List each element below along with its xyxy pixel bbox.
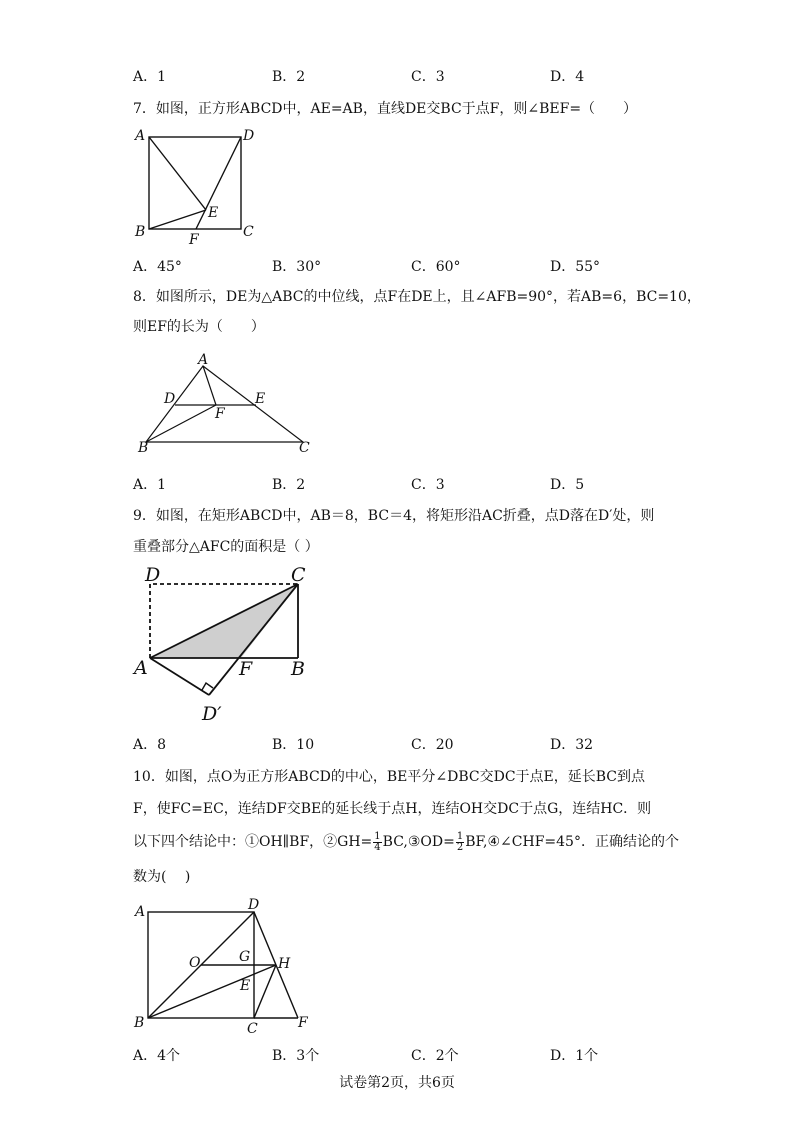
q9-figure (130, 562, 320, 724)
q8-label-f: F (215, 406, 225, 422)
q6-option-a[interactable]: A．1 (133, 69, 167, 85)
q10-label-c: C (247, 1021, 258, 1037)
q6-option-c[interactable]: C．3 (411, 69, 445, 85)
q9-option-a[interactable]: A．8 (133, 737, 167, 753)
q7-label-c: C (243, 224, 254, 240)
q10-label-e: E (240, 978, 251, 994)
q10-label-h: H (278, 956, 291, 972)
q8-label-c: C (299, 440, 310, 456)
q8-label-b: B (138, 440, 149, 456)
q9-stem-line1: 9．如图，在矩形ABCD中，AB＝8，BC＝4，将矩形沿AC折叠，点D落在D′处，则 (133, 508, 655, 524)
q9-label-d-prime: D′ (202, 703, 222, 725)
q7-option-a[interactable]: A．45° (133, 259, 182, 275)
q8-segment-af (203, 366, 216, 405)
q6-option-d[interactable]: D．4 (550, 69, 585, 85)
q10-line3-part-c: BF,④∠CHF=45°．正确结论的个 (465, 834, 679, 850)
q10-label-b: B (134, 1015, 145, 1031)
q10-option-b[interactable]: B．3个 (272, 1048, 320, 1064)
q9-option-b[interactable]: B．10 (272, 737, 315, 753)
q10-fraction-one-quarter (373, 832, 381, 853)
q9-label-a: A (134, 657, 148, 679)
q10-label-o: O (189, 955, 201, 971)
q7-figure (130, 124, 270, 246)
q10-stem-line1: 10．如图，点O为正方形ABCD的中心，BE平分∠DBC交DC于点E，延长BC到点 (133, 769, 646, 785)
q7-stem: 7．如图，正方形ABCD中，AE=AB，直线DE交BC于点F，则∠BEF=（ ） (133, 101, 638, 117)
page-footer: 试卷第2页，共6页 (339, 1075, 455, 1091)
q8-label-d: D (164, 391, 176, 407)
q8-label-e: E (255, 391, 266, 407)
q9-segment-ad-prime (150, 658, 209, 695)
q7-segment-df (196, 137, 241, 229)
q10-option-d[interactable]: D．1个 (550, 1048, 599, 1064)
q9-label-d: D (145, 564, 161, 586)
q7-label-d: D (243, 128, 255, 144)
q10-label-d: D (248, 897, 260, 913)
q9-label-c: C (291, 564, 306, 586)
q7-option-d[interactable]: D．55° (550, 259, 601, 275)
q10-figure (130, 892, 320, 1040)
q10-label-g: G (239, 949, 251, 965)
q7-option-c[interactable]: C．60° (411, 259, 461, 275)
q9-label-b: B (291, 658, 305, 680)
q7-label-e: E (208, 205, 219, 221)
q10-stem-line2: F，使FC=EC，连结DF交BE的延长线于点H，连结OH交DC于点G，连结HC．则 (133, 801, 652, 817)
q10-frac1-num: 1 (374, 830, 381, 842)
q9-option-c[interactable]: C．20 (411, 737, 454, 753)
q8-option-b[interactable]: B．2 (272, 477, 306, 493)
q8-figure (136, 350, 316, 460)
q10-frac2-num: 1 (456, 830, 464, 842)
q7-segment-ae (149, 137, 206, 210)
q10-line3-part-a: 以下四个结论中：①OH∥BF，②GH= (133, 834, 373, 850)
q10-line3-part-b: BC,③OD= (382, 834, 455, 850)
q7-label-a: A (135, 128, 146, 144)
q10-option-a[interactable]: A．4个 (133, 1048, 181, 1064)
q8-option-d[interactable]: D．5 (550, 477, 585, 493)
q9-stem-line2: 重叠部分△AFC的面积是（ ） (133, 539, 319, 555)
q8-stem-line2: 则EF的长为（ ） (133, 319, 265, 335)
q10-stem-line4: 数为( ) (133, 869, 191, 885)
q10-label-f: F (298, 1015, 308, 1031)
q7-label-f: F (189, 232, 199, 248)
q9-option-d[interactable]: D．32 (550, 737, 594, 753)
q10-frac1-den: 4 (374, 841, 381, 853)
q9-right-angle-mark (202, 683, 213, 690)
q7-label-b: B (135, 224, 146, 240)
q8-option-c[interactable]: C．3 (411, 477, 445, 493)
q10-fraction-one-half (456, 832, 464, 853)
q7-square (149, 137, 241, 229)
q6-option-b[interactable]: B．2 (272, 69, 306, 85)
q8-stem-line1: 8．如图所示，DE为△ABC的中位线，点F在DE上，且∠AFB=90°，若AB=6，BC=10， (133, 289, 701, 305)
q7-option-b[interactable]: B．30° (272, 259, 322, 275)
q8-option-a[interactable]: A．1 (133, 477, 167, 493)
q10-label-a: A (135, 904, 146, 920)
q10-stem-line3 (133, 828, 679, 856)
q10-option-c[interactable]: C．2个 (411, 1048, 459, 1064)
q8-segment-bf (146, 405, 216, 442)
q10-frac2-den: 2 (456, 841, 464, 853)
q8-label-a: A (198, 352, 209, 368)
q9-label-f: F (239, 658, 253, 680)
